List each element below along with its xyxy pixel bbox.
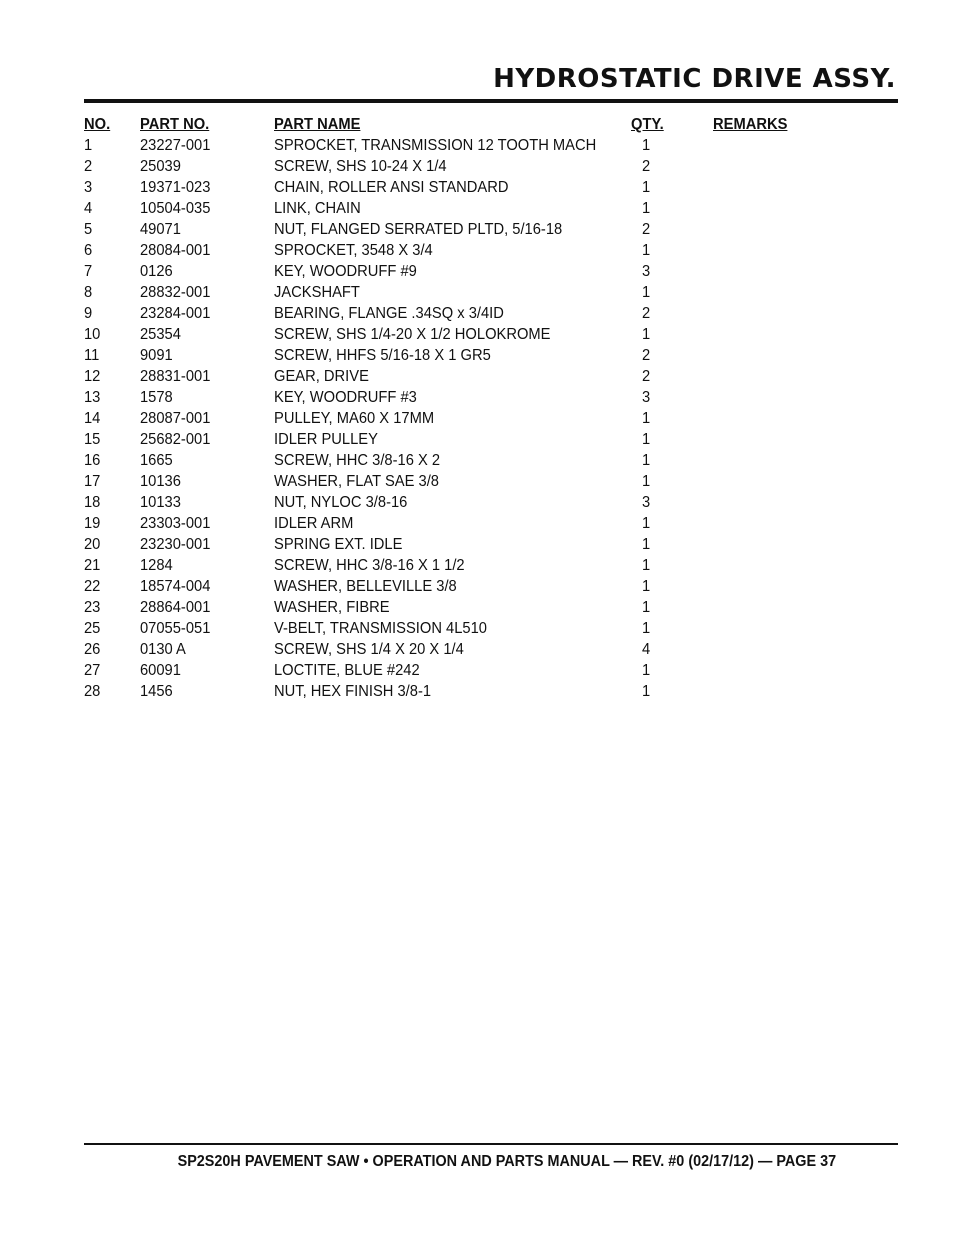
cell-no: 15 — [84, 431, 101, 448]
cell-no: 27 — [84, 662, 101, 679]
cell-part-no: 9091 — [140, 347, 173, 364]
cell-part-no: 28831-001 — [140, 368, 211, 385]
table-row — [84, 576, 804, 597]
header-part-name: PART NAME — [274, 116, 361, 133]
table-row — [84, 450, 804, 471]
cell-remarks — [713, 471, 797, 492]
cell-no: 28 — [84, 683, 101, 700]
cell-remarks — [713, 513, 797, 534]
cell-part-name: NUT, NYLOC 3/8-16 — [274, 494, 408, 511]
cell-qty: 1 — [642, 473, 651, 490]
cell-part-name: BEARING, FLANGE .34SQ x 3/4ID — [274, 305, 504, 322]
cell-part-name: SCREW, SHS 10-24 X 1/4 — [274, 158, 447, 175]
cell-qty: 4 — [642, 641, 651, 658]
cell-part-no: 0130 A — [140, 641, 186, 658]
cell-qty: 2 — [642, 347, 651, 364]
footer-rule — [84, 1143, 898, 1145]
table-row — [84, 534, 804, 555]
cell-part-name: SCREW, HHC 3/8-16 X 2 — [274, 452, 441, 469]
cell-part-name: SPROCKET, 3548 X 3/4 — [274, 242, 433, 259]
cell-remarks — [713, 261, 797, 282]
cell-qty: 1 — [642, 515, 651, 532]
cell-part-no: 1284 — [140, 557, 173, 574]
cell-remarks — [713, 198, 797, 219]
table-row — [84, 618, 804, 639]
table-row — [84, 135, 804, 156]
cell-part-no: 49071 — [140, 221, 181, 238]
cell-part-no: 10136 — [140, 473, 181, 490]
cell-qty: 1 — [642, 452, 651, 469]
cell-remarks — [713, 597, 797, 618]
cell-part-no: 19371-023 — [140, 179, 211, 196]
cell-qty: 2 — [642, 368, 651, 385]
cell-no: 6 — [84, 242, 93, 259]
cell-part-no: 25682-001 — [140, 431, 211, 448]
cell-no: 1 — [84, 137, 93, 154]
cell-part-name: IDLER ARM — [274, 515, 354, 532]
cell-remarks — [713, 303, 797, 324]
cell-part-name: PULLEY, MA60 X 17MM — [274, 410, 435, 427]
cell-part-no: 07055-051 — [140, 620, 211, 637]
cell-remarks — [713, 555, 797, 576]
table-row — [84, 261, 804, 282]
cell-remarks — [713, 219, 797, 240]
cell-qty: 1 — [642, 326, 651, 343]
cell-no: 11 — [84, 347, 100, 364]
cell-part-name: WASHER, FIBRE — [274, 599, 390, 616]
cell-remarks — [713, 177, 797, 198]
header-qty: QTY. — [631, 116, 664, 133]
cell-part-no: 1578 — [140, 389, 173, 406]
cell-remarks — [713, 135, 797, 156]
cell-part-name: LOCTITE, BLUE #242 — [274, 662, 420, 679]
table-row — [84, 177, 804, 198]
cell-part-no: 25354 — [140, 326, 181, 343]
header-no: NO. — [84, 116, 111, 133]
cell-part-no: 1665 — [140, 452, 173, 469]
table-row — [84, 639, 804, 660]
table-row — [84, 660, 804, 681]
cell-qty: 1 — [642, 431, 651, 448]
table-row — [84, 156, 804, 177]
cell-no: 5 — [84, 221, 93, 238]
cell-no: 19 — [84, 515, 101, 532]
cell-part-no: 23227-001 — [140, 137, 211, 154]
cell-part-no: 28087-001 — [140, 410, 211, 427]
cell-qty: 3 — [642, 263, 651, 280]
cell-qty: 3 — [642, 389, 651, 406]
table-row — [84, 219, 804, 240]
cell-qty: 1 — [642, 284, 651, 301]
cell-remarks — [713, 282, 797, 303]
cell-part-no: 25039 — [140, 158, 181, 175]
page-title: HYDROSTATIC DRIVE ASSY. — [493, 64, 896, 94]
table-row — [84, 282, 804, 303]
cell-part-no: 23230-001 — [140, 536, 211, 553]
table-row — [84, 240, 804, 261]
cell-part-name: SCREW, SHS 1/4-20 X 1/2 HOLOKROME — [274, 326, 551, 343]
cell-remarks — [713, 660, 797, 681]
cell-part-name: JACKSHAFT — [274, 284, 360, 301]
cell-remarks — [713, 639, 797, 660]
table-header-row — [84, 114, 804, 135]
cell-remarks — [713, 681, 797, 702]
cell-part-name: NUT, HEX FINISH 3/8-1 — [274, 683, 432, 700]
cell-no: 22 — [84, 578, 101, 595]
table-row — [84, 471, 804, 492]
cell-no: 12 — [84, 368, 101, 385]
cell-part-name: SCREW, HHFS 5/16-18 X 1 GR5 — [274, 347, 491, 364]
table-row — [84, 303, 804, 324]
cell-part-name: KEY, WOODRUFF #3 — [274, 389, 417, 406]
cell-remarks — [713, 576, 797, 597]
cell-qty: 1 — [642, 662, 651, 679]
title-rule — [84, 99, 898, 103]
cell-no: 18 — [84, 494, 101, 511]
cell-no: 16 — [84, 452, 101, 469]
cell-part-name: NUT, FLANGED SERRATED PLTD, 5/16-18 — [274, 221, 563, 238]
cell-no: 26 — [84, 641, 101, 658]
table-row — [84, 597, 804, 618]
cell-qty: 1 — [642, 599, 651, 616]
cell-no: 17 — [84, 473, 101, 490]
cell-part-name: SPROCKET, TRANSMISSION 12 TOOTH MACH — [274, 137, 597, 154]
header-part-no: PART NO. — [140, 116, 210, 133]
table-row — [84, 408, 804, 429]
parts-table-body — [84, 135, 804, 702]
cell-qty: 1 — [642, 557, 651, 574]
cell-qty: 1 — [642, 179, 651, 196]
cell-part-no: 28864-001 — [140, 599, 211, 616]
cell-remarks — [713, 387, 797, 408]
table-row — [84, 555, 804, 576]
table-row — [84, 492, 804, 513]
cell-qty: 3 — [642, 494, 651, 511]
parts-table — [84, 114, 804, 702]
cell-part-no: 23284-001 — [140, 305, 211, 322]
cell-no: 14 — [84, 410, 101, 427]
cell-no: 7 — [84, 263, 93, 280]
cell-qty: 1 — [642, 242, 651, 259]
cell-part-no: 0126 — [140, 263, 173, 280]
cell-remarks — [713, 450, 797, 471]
cell-part-name: IDLER PULLEY — [274, 431, 378, 448]
cell-remarks — [713, 534, 797, 555]
cell-qty: 1 — [642, 137, 651, 154]
cell-part-name: WASHER, BELLEVILLE 3/8 — [274, 578, 457, 595]
cell-part-no: 1456 — [140, 683, 173, 700]
cell-remarks — [713, 324, 797, 345]
table-row — [84, 387, 804, 408]
cell-part-name: LINK, CHAIN — [274, 200, 361, 217]
cell-no: 13 — [84, 389, 101, 406]
cell-part-name: V-BELT, TRANSMISSION 4L510 — [274, 620, 487, 637]
cell-part-no: 23303-001 — [140, 515, 211, 532]
cell-remarks — [713, 408, 797, 429]
cell-qty: 1 — [642, 200, 651, 217]
cell-qty: 1 — [642, 683, 651, 700]
cell-part-no: 10133 — [140, 494, 181, 511]
cell-qty: 1 — [642, 620, 651, 637]
cell-no: 8 — [84, 284, 93, 301]
footer-text: SP2S20H PAVEMENT SAW • OPERATION AND PARTS MANUAL — REV. #0 (02/17/12) — PAGE 37 — [177, 1153, 837, 1170]
cell-no: 10 — [84, 326, 101, 343]
cell-remarks — [713, 240, 797, 261]
cell-no: 9 — [84, 305, 93, 322]
cell-no: 3 — [84, 179, 93, 196]
cell-part-name: SCREW, HHC 3/8-16 X 1 1/2 — [274, 557, 465, 574]
cell-remarks — [713, 618, 797, 639]
cell-qty: 1 — [642, 410, 651, 427]
header-remarks: REMARKS — [713, 116, 788, 133]
cell-qty: 2 — [642, 221, 651, 238]
cell-no: 2 — [84, 158, 93, 175]
table-row — [84, 345, 804, 366]
cell-remarks — [713, 429, 797, 450]
cell-part-no: 60091 — [140, 662, 181, 679]
cell-qty: 2 — [642, 158, 651, 175]
cell-no: 25 — [84, 620, 101, 637]
cell-part-no: 10504-035 — [140, 200, 211, 217]
table-row — [84, 513, 804, 534]
cell-qty: 2 — [642, 305, 651, 322]
cell-no: 21 — [84, 557, 101, 574]
cell-part-no: 18574-004 — [140, 578, 211, 595]
cell-qty: 1 — [642, 536, 651, 553]
table-row — [84, 198, 804, 219]
cell-part-no: 28084-001 — [140, 242, 211, 259]
cell-remarks — [713, 345, 797, 366]
cell-part-no: 28832-001 — [140, 284, 211, 301]
table-row — [84, 324, 804, 345]
cell-part-name: WASHER, FLAT SAE 3/8 — [274, 473, 439, 490]
cell-remarks — [713, 156, 797, 177]
table-row — [84, 429, 804, 450]
cell-remarks — [713, 366, 797, 387]
page-footer — [0, 1153, 954, 1171]
cell-no: 20 — [84, 536, 101, 553]
table-row — [84, 681, 804, 702]
cell-part-name: SCREW, SHS 1/4 X 20 X 1/4 — [274, 641, 464, 658]
cell-qty: 1 — [642, 578, 651, 595]
cell-part-name: SPRING EXT. IDLE — [274, 536, 403, 553]
cell-no: 23 — [84, 599, 101, 616]
cell-remarks — [713, 492, 797, 513]
cell-no: 4 — [84, 200, 93, 217]
cell-part-name: GEAR, DRIVE — [274, 368, 369, 385]
table-row — [84, 366, 804, 387]
cell-part-name: CHAIN, ROLLER ANSI STANDARD — [274, 179, 509, 196]
cell-part-name: KEY, WOODRUFF #9 — [274, 263, 417, 280]
